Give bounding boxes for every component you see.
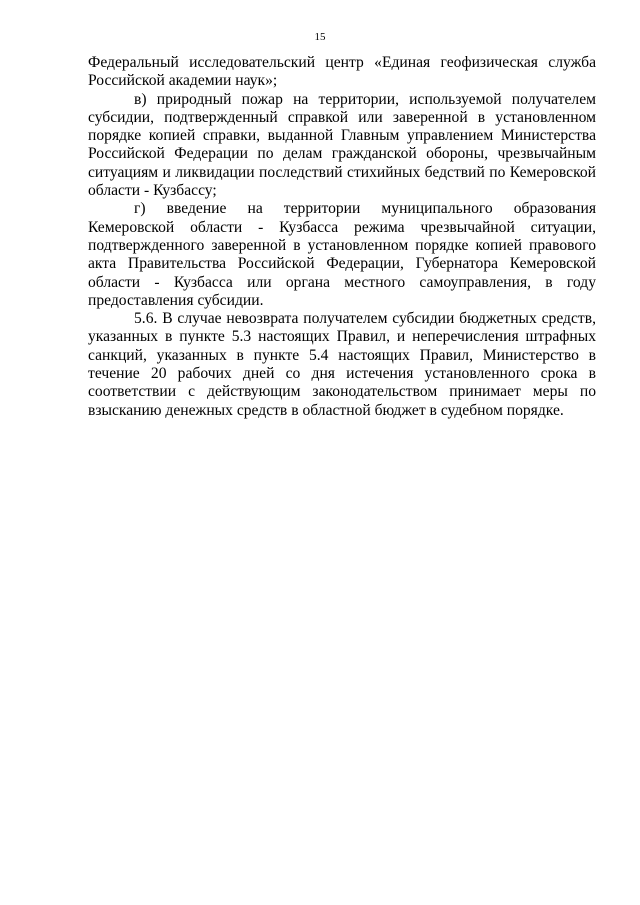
paragraph-item-v: в) природный пожар на территории, используемой получателем субсидии, подтвержденный справкой или заверенной в установленном порядке копией справки, выданной Главным управлением Министерства Российской Федерации по делам гражданской обороны, чрезвычайным ситуациям и ликвидации последствий стихийных бедствий по Кемеровской области - Кузбассу; [88, 90, 596, 200]
paragraph-section-5-6: 5.6. В случае невозврата получателем субсидии бюджетных средств, указанных в пункте 5.3 настоящих Правил, и неперечисления штрафных санкций, указанных в пункте 5.4 настоящих Правил, Министерство в течение 20 рабочих дней со дня истечения установленного срока в соответствии с действующим законодательством принимает меры по взысканию денежных средств в областной бюджет в судебном порядке. [88, 310, 596, 419]
paragraph-item-g: г) введение на территории муниципального образования Кемеровской области - Кузбасса режима чрезвычайной ситуации, подтвержденного заверенной в установленном порядке копией правового акта Правительства Российской Федерации, Губернатора Кемеровской области - Кузбасса или органа местного самоуправления, в году предоставления субсидии. [88, 200, 596, 309]
paragraph-continuation: Федеральный исследовательский центр «Единая геофизическая служба Российской академии наук»; [88, 54, 596, 90]
page-number: 15 [314, 31, 326, 43]
document-body [88, 54, 596, 420]
